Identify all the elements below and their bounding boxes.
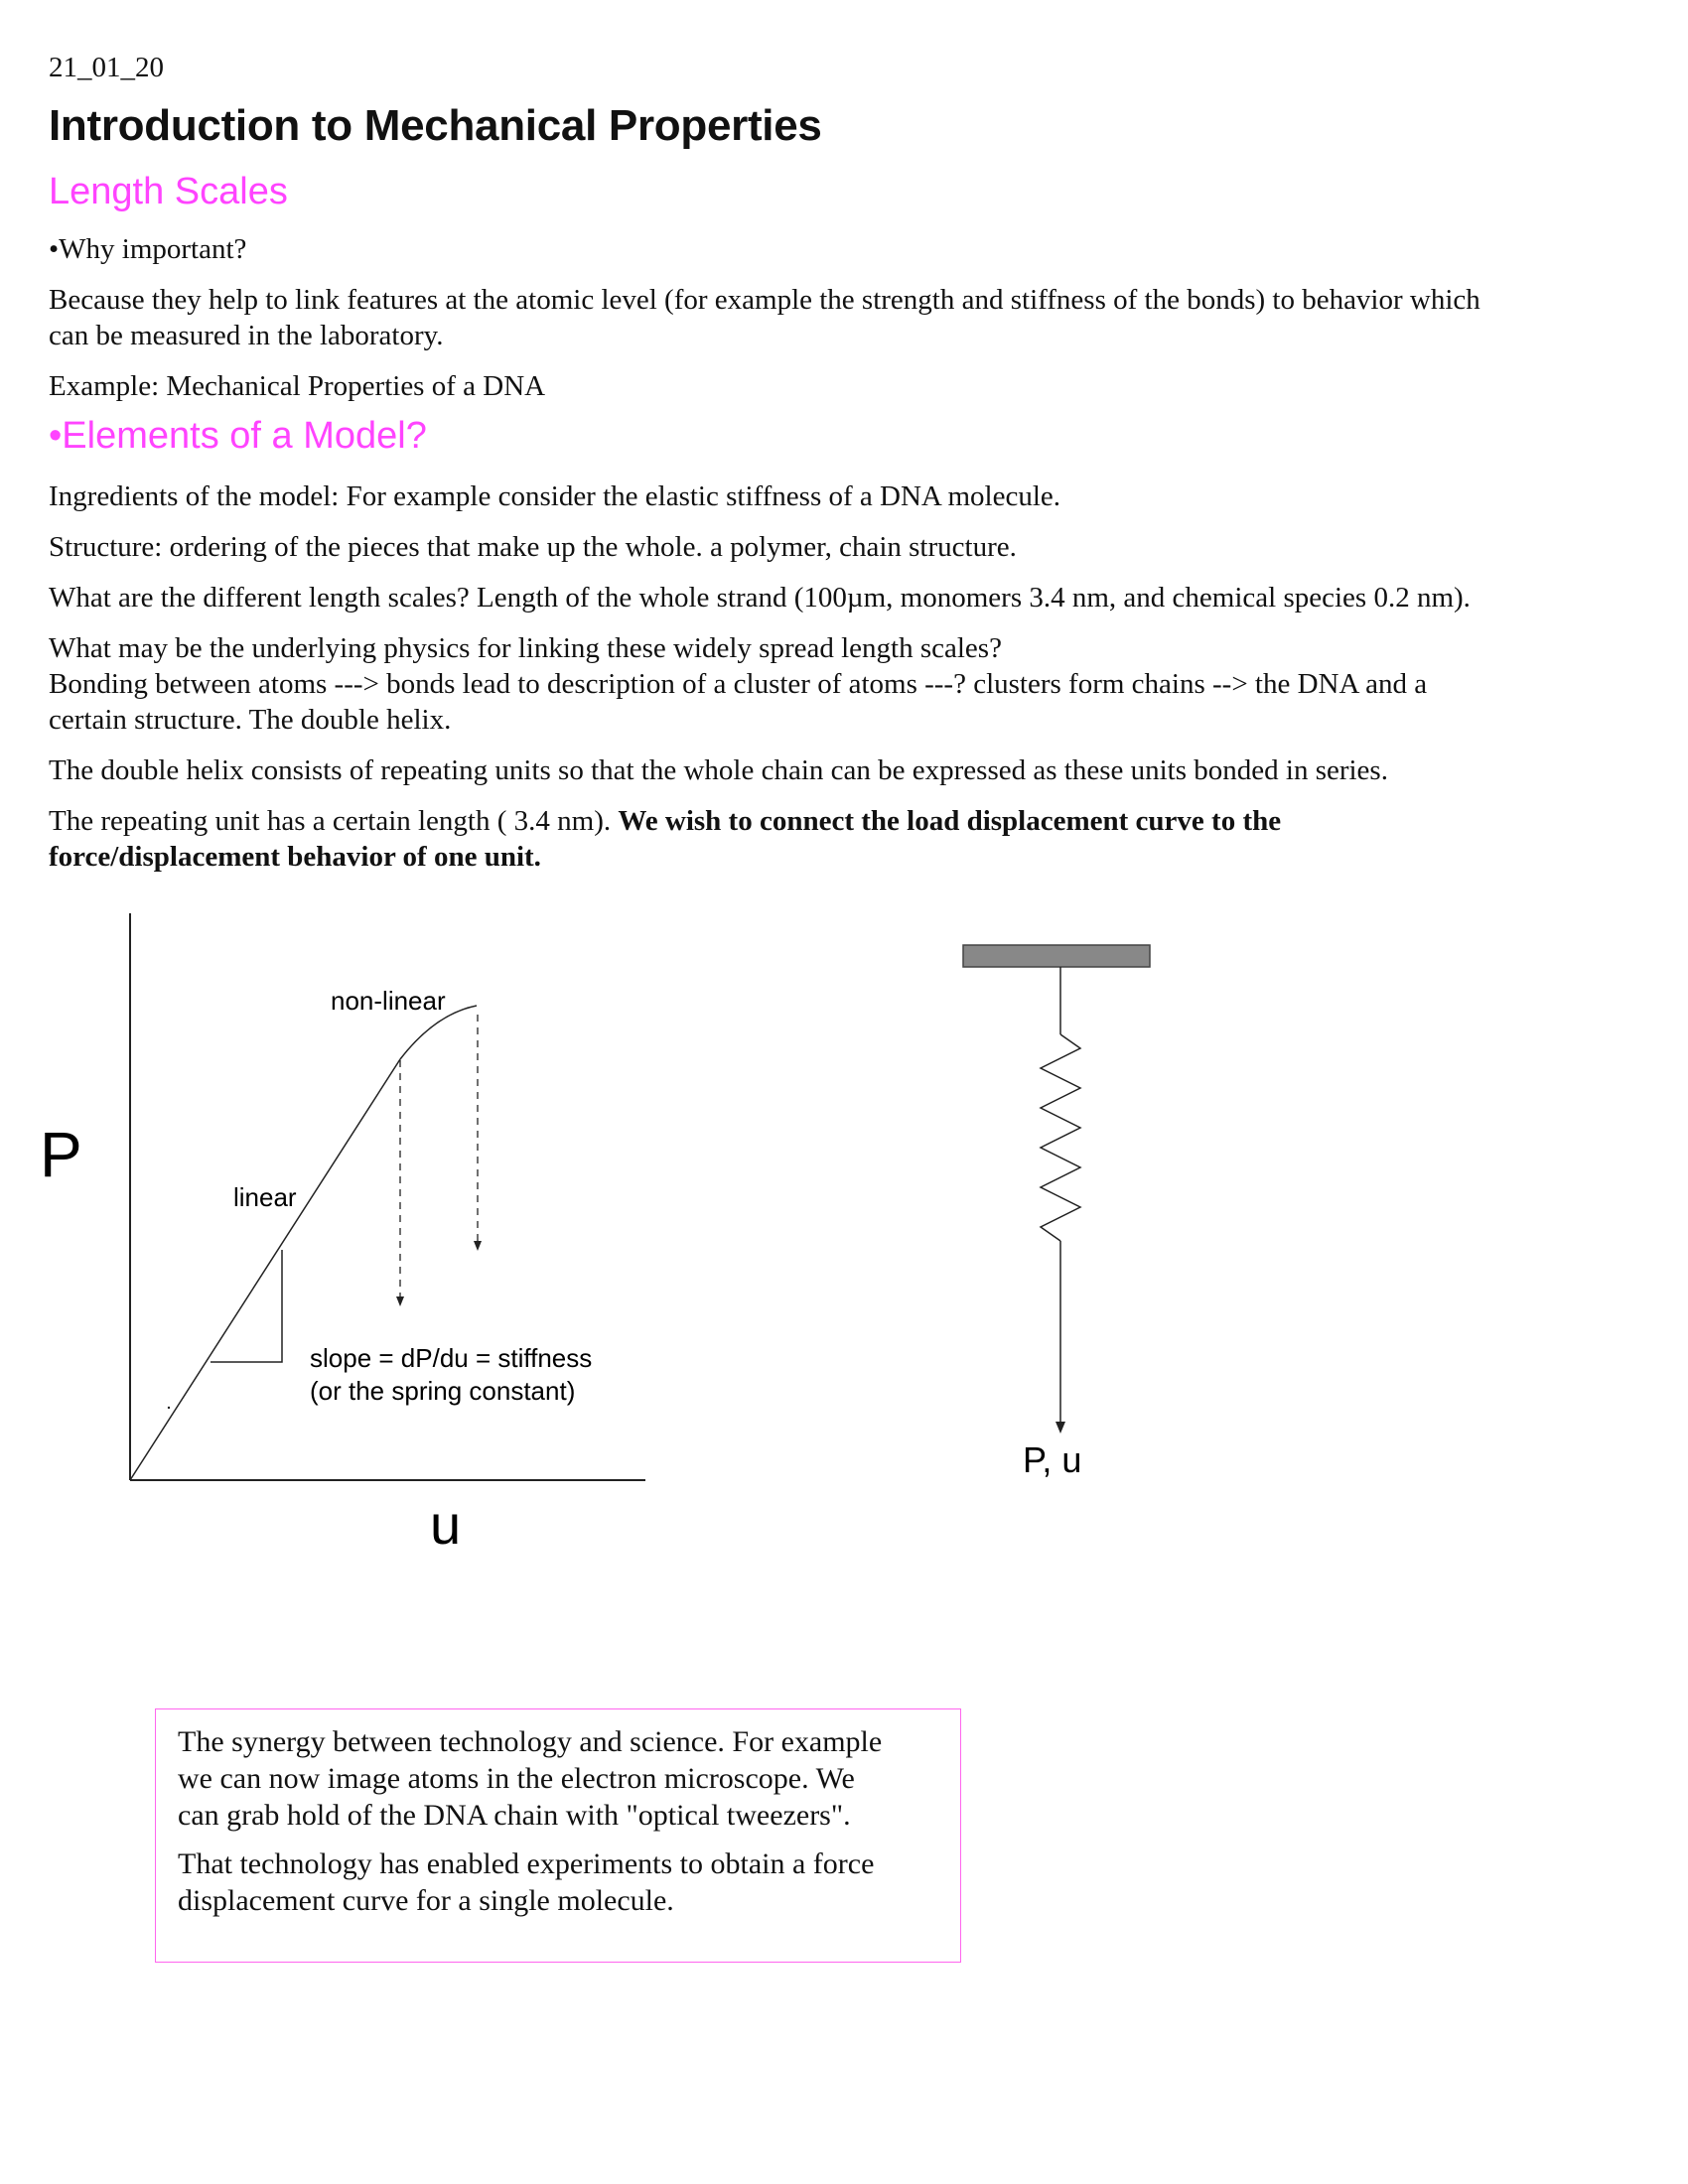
arrowhead-1 [396,1297,404,1306]
note-p1-line3: can grab hold of the DNA chain with "optical tweezers". [178,1799,851,1832]
paragraph-double-helix: The double helix consists of repeating units so that the whole chain can be expressed as these units bonded in series. [49,754,1388,786]
linear-curve [130,1059,400,1480]
small-dot [168,1407,170,1409]
ceiling-support [963,945,1150,967]
paragraph-physics-line1: What may be the underlying physics for linking these widely spread length scales? [49,632,1002,664]
paragraph-physics [49,630,1647,738]
paragraph-because-line1: Because they help to link features at the atomic level (for example the strength and stiffness of the bonds) to behavior which [49,284,1480,316]
paragraph-repeating-unit [49,803,1647,875]
paragraph-physics-line2: Bonding between atoms ---> bonds lead to description of a cluster of atoms ---? clusters form chains --> the DNA and a [49,668,1428,700]
paragraph-structure: Structure: ordering of the pieces that make up the whole. a polymer, chain structure. [49,531,1017,563]
paragraph-physics-line3: certain structure. The double helix. [49,704,452,736]
note-paragraph-1 [178,1723,938,1834]
paragraph-because-line2: can be measured in the laboratory. [49,320,444,351]
section-heading-length-scales: Length Scales [49,171,288,212]
paragraph-example: Example: Mechanical Properties of a DNA [49,370,546,402]
spring-load-label: P, u [1023,1439,1082,1480]
load-displacement-diagram [0,893,1688,1588]
paragraph-ingredients: Ingredients of the model: For example consider the elastic stiffness of a DNA molecule. [49,480,1061,512]
repeating-unit-bold-line2: force/displacement behavior of one unit. [49,841,541,873]
note-p2-line1: That technology has enabled experiments to obtain a force [178,1847,875,1880]
label-slope-line1: slope = dP/du = stiffness [310,1343,593,1373]
paragraph-because [49,282,1647,353]
spring-coil [1041,1034,1080,1241]
label-linear: linear [233,1182,297,1212]
section-heading-elements: •Elements of a Model? [49,415,427,457]
page-title: Introduction to Mechanical Properties [49,101,822,150]
note-p2-line2: displacement curve for a single molecule. [178,1884,674,1917]
note-p1-line1: The synergy between technology and science. For example [178,1725,883,1758]
label-nonlinear: non-linear [331,986,446,1016]
y-axis-label: P [40,1119,82,1190]
paragraph-length-scales: What are the different length scales? Length of the whole strand (100µm, monomers 3.4 nm, and chemical species 0.2 nm). [49,582,1471,614]
note-p1-line2: we can now image atoms in the electron microscope. We [178,1762,855,1795]
x-axis-label: u [430,1493,462,1556]
date-stamp: 21_01_20 [49,52,164,83]
load-arrowhead [1055,1422,1065,1433]
note-box [155,1708,961,1963]
arrowhead-2 [474,1241,482,1251]
slope-triangle [211,1250,282,1362]
question-why-important: •Why important? [49,233,247,265]
note-paragraph-2 [178,1845,938,1919]
repeating-unit-plain: The repeating unit has a certain length ( 3.4 nm). [49,805,619,837]
repeating-unit-bold: We wish to connect the load displacement curve to the [618,805,1282,837]
label-slope-line2: (or the spring constant) [310,1376,576,1406]
